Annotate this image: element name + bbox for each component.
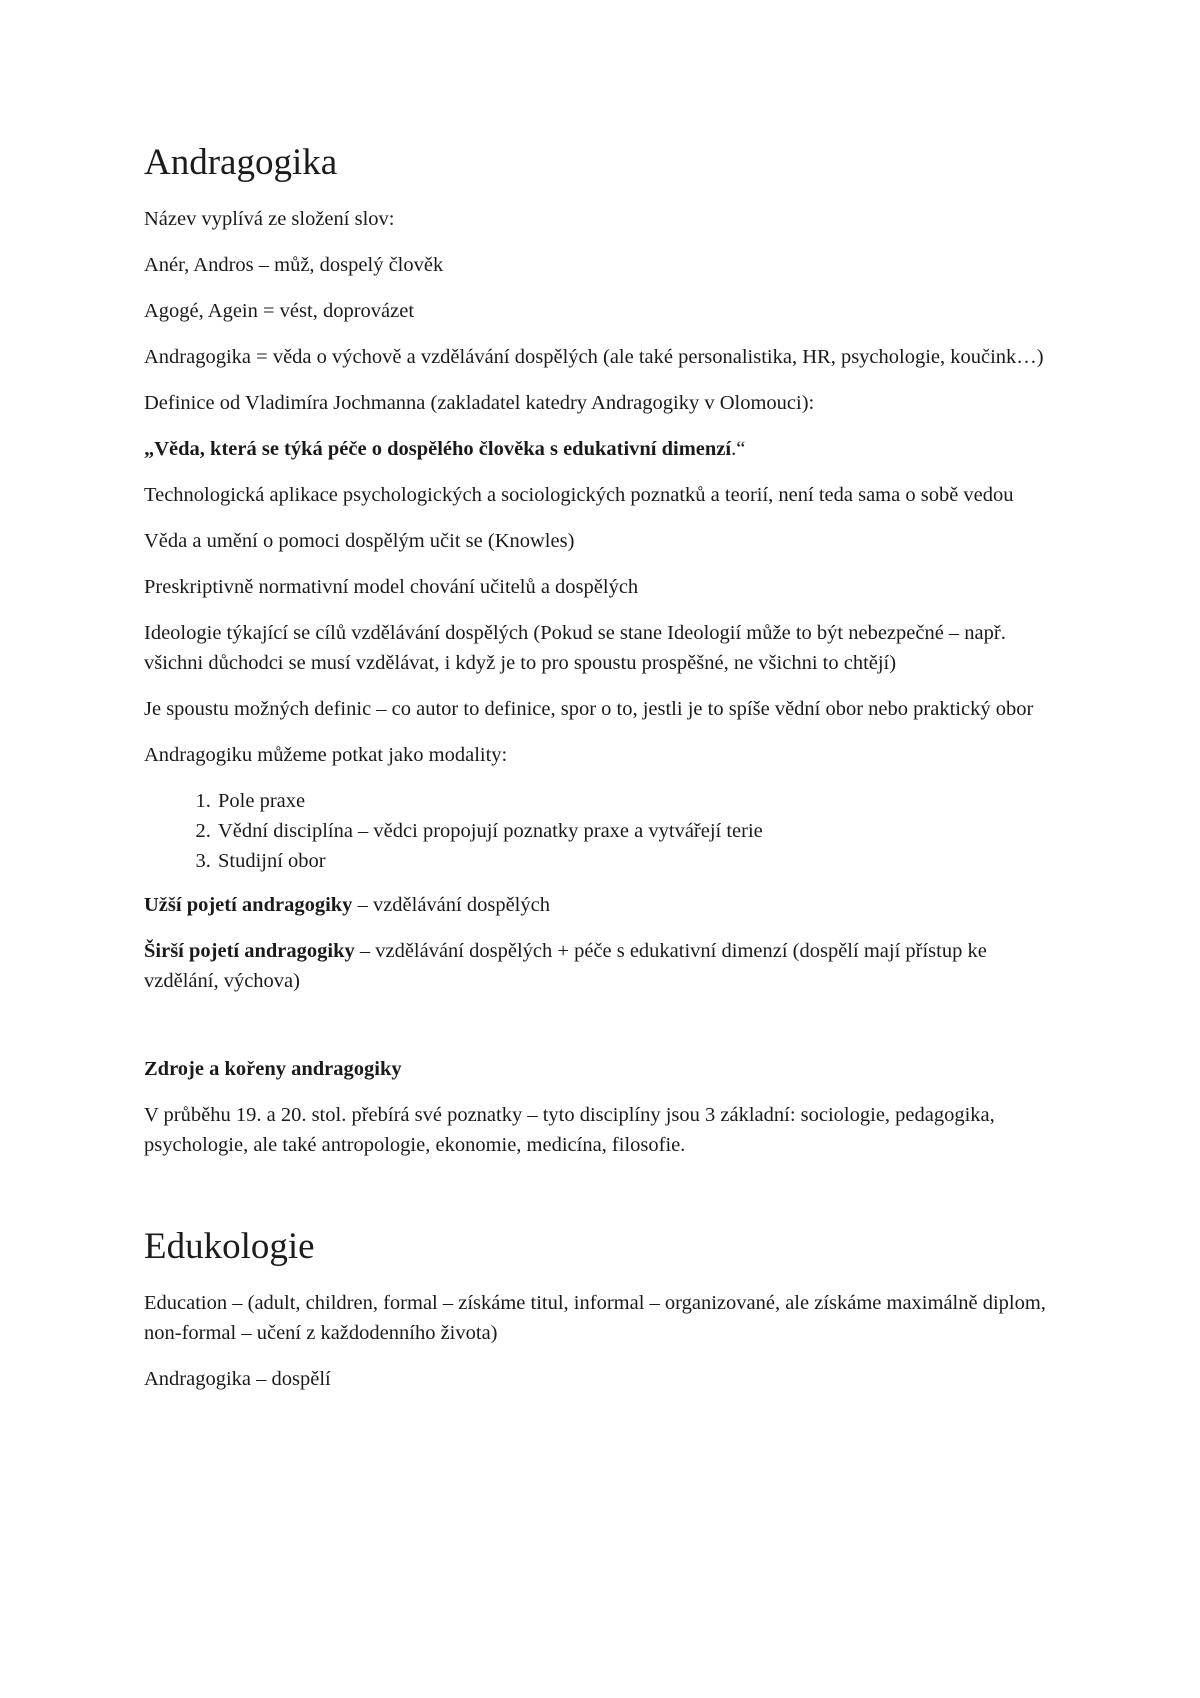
wide-concept-text: – vzdělávání dospělých + péče s edukativní dimenzí (dospělí mají přístup ke vzdělání, výchova) bbox=[144, 940, 987, 992]
wide-concept-label: Širší pojetí andragogiky bbox=[144, 940, 355, 962]
paragraph-agoge-agein: Agogé, Agein = vést, doprovázet bbox=[144, 300, 415, 322]
quote-tail: .“ bbox=[731, 438, 746, 460]
paragraph-knowles: Věda a umění o pomoci dospělým učit se (Knowles) bbox=[144, 530, 575, 552]
paragraph-wide-concept bbox=[144, 936, 1064, 996]
list-item: 2. Vědní disciplína – vědci propojují poznatky praxe a vytvářejí terie bbox=[216, 816, 1064, 846]
paragraph-jochmann-definition: Definice od Vladimíra Jochmanna (zakladatel katedry Andragogiky v Olomouci): bbox=[144, 392, 815, 414]
list-item: 1. Pole praxe bbox=[216, 786, 1064, 816]
narrow-concept-label: Užší pojetí andragogiky bbox=[144, 894, 353, 916]
heading-andragogika: Andragogika bbox=[144, 142, 338, 183]
paragraph-many-definitions: Je spoustu možných definic – co autor to definice, spor o to, jestli je to spíše vědní obor nebo praktický obor bbox=[144, 698, 1034, 720]
list-item: 3. Studijní obor bbox=[216, 846, 1064, 876]
paragraph-technological-application: Technologická aplikace psychologických a sociologických poznatků a teorií, není teda sama o sobě vedou bbox=[144, 484, 1014, 506]
narrow-concept-text: – vzdělávání dospělých bbox=[352, 894, 550, 916]
paragraph-quote bbox=[144, 434, 1064, 464]
paragraph-andragogika-adults: Andragogika – dospělí bbox=[144, 1368, 331, 1390]
document-body bbox=[144, 140, 1064, 1410]
spacer bbox=[144, 1176, 1064, 1224]
paragraph-education-types: Education – (adult, children, formal – získáme titul, informal – organizované, ale získáme maximálně diplom, non-formal – učení z každodenního života) bbox=[144, 1292, 1046, 1344]
paragraph-narrow-concept bbox=[144, 890, 1064, 920]
spacer bbox=[144, 1012, 1064, 1054]
paragraph-aner-andros: Anér, Andros – můž, dospelý člověk bbox=[144, 254, 444, 276]
modalities-list bbox=[144, 786, 1064, 876]
paragraph-prescriptive-model: Preskriptivně normativní model chování učitelů a dospělých bbox=[144, 576, 639, 598]
paragraph-name-origin: Název vyplívá ze složení slov: bbox=[144, 208, 395, 230]
paragraph-andragogika-definition: Andragogika = věda o výchově a vzdělávání dospělých (ale také personalistika, HR, psychologie, koučink…) bbox=[144, 346, 1044, 368]
paragraph-modalities-intro: Andragogiku můžeme potkat jako modality: bbox=[144, 744, 508, 766]
paragraph-sources: V průběhu 19. a 20. stol. přebírá své poznatky – tyto disciplíny jsou 3 základní: sociologie, pedagogika, psychologie, ale také antropologie, ekonomie, medicína, filosofie. bbox=[144, 1104, 995, 1156]
heading-edukologie: Edukologie bbox=[144, 1226, 315, 1267]
paragraph-ideology: Ideologie týkající se cílů vzdělávání dospělých (Pokud se stane Ideologií může to být nebezpečné – např. všichni důchodci se musí vzdělávat, i když je to pro spoustu prospěšné, ne všichni to chtějí) bbox=[144, 622, 1006, 674]
quote-bold-text: „Věda, která se týká péče o dospělého člověka s edukativní dimenzí bbox=[144, 438, 732, 460]
subheading-sources: Zdroje a kořeny andragogiky bbox=[144, 1058, 402, 1080]
